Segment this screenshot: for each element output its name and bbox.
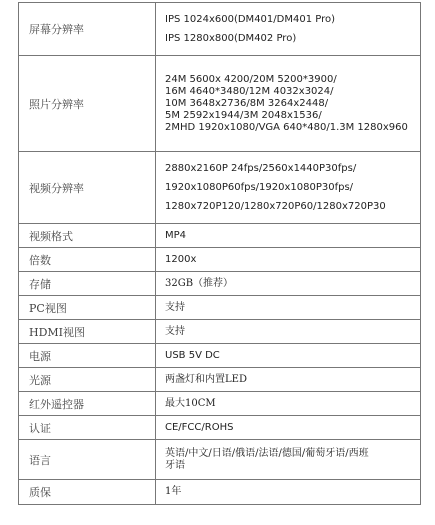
row-value: 最大10CM — [156, 392, 421, 416]
row-label: PC视图 — [19, 296, 156, 320]
table-row — [19, 152, 421, 224]
row-value: 32GB（推荐） — [156, 272, 421, 296]
table-row — [19, 416, 421, 440]
row-value — [156, 152, 421, 224]
row-label: 认证 — [19, 416, 156, 440]
value-line: 2880x2160P 24fps/2560x1440P30fps/ — [165, 162, 357, 174]
table-row — [19, 272, 421, 296]
value-line: IPS 1024x600(DM401/DM401 Pro) — [165, 13, 336, 25]
row-value: 1年 — [156, 480, 421, 505]
table-row — [19, 56, 421, 152]
value-line: 16M 4640*3480/12M 4032x3024/ — [165, 85, 334, 97]
row-label: 屏幕分辨率 — [19, 3, 156, 56]
row-label: 存储 — [19, 272, 156, 296]
row-label: 电源 — [19, 344, 156, 368]
row-value — [156, 440, 421, 480]
row-value — [156, 3, 421, 56]
row-value: CE/FCC/ROHS — [156, 416, 421, 440]
row-value: USB 5V DC — [156, 344, 421, 368]
table-row — [19, 368, 421, 392]
spec-table — [18, 2, 421, 505]
row-value: 1200x — [156, 248, 421, 272]
value-line: 2MHD 1920x1080/VGA 640*480/1.3M 1280x960 — [165, 121, 408, 133]
row-value: 支持 — [156, 320, 421, 344]
table-row — [19, 480, 421, 505]
table-row — [19, 248, 421, 272]
row-label: 质保 — [19, 480, 156, 505]
row-value: 两盏灯和内置LED — [156, 368, 421, 392]
table-row — [19, 296, 421, 320]
row-value: MP4 — [156, 224, 421, 248]
row-value — [156, 56, 421, 152]
table-row — [19, 344, 421, 368]
row-label: HDMI视图 — [19, 320, 156, 344]
row-value: 支持 — [156, 296, 421, 320]
table-row — [19, 392, 421, 416]
table-row — [19, 440, 421, 480]
value-line: 10M 3648x2736/8M 3264x2448/ — [165, 97, 329, 109]
row-label: 倍数 — [19, 248, 156, 272]
value-line: 1920x1080P60fps/1920x1080P30fps/ — [165, 181, 354, 193]
row-label: 红外遥控器 — [19, 392, 156, 416]
value-line: 5M 2592x1944/3M 2048x1536/ — [165, 109, 322, 121]
row-label: 视频分辨率 — [19, 152, 156, 224]
row-label: 照片分辨率 — [19, 56, 156, 152]
value-line: 24M 5600x 4200/20M 5200*3900/ — [165, 73, 337, 85]
row-label: 语言 — [19, 440, 156, 480]
row-label: 视频格式 — [19, 224, 156, 248]
table-row — [19, 320, 421, 344]
row-label: 光源 — [19, 368, 156, 392]
value-line: 1280x720P120/1280x720P60/1280x720P30 — [165, 200, 386, 212]
table-row — [19, 3, 421, 56]
value-line: 英语/中文/日语/俄语/法语/德国/葡萄牙语/西班 — [165, 447, 369, 459]
value-line: IPS 1280x800(DM402 Pro) — [165, 32, 297, 44]
table-row — [19, 224, 421, 248]
value-line: 牙语 — [165, 459, 185, 471]
